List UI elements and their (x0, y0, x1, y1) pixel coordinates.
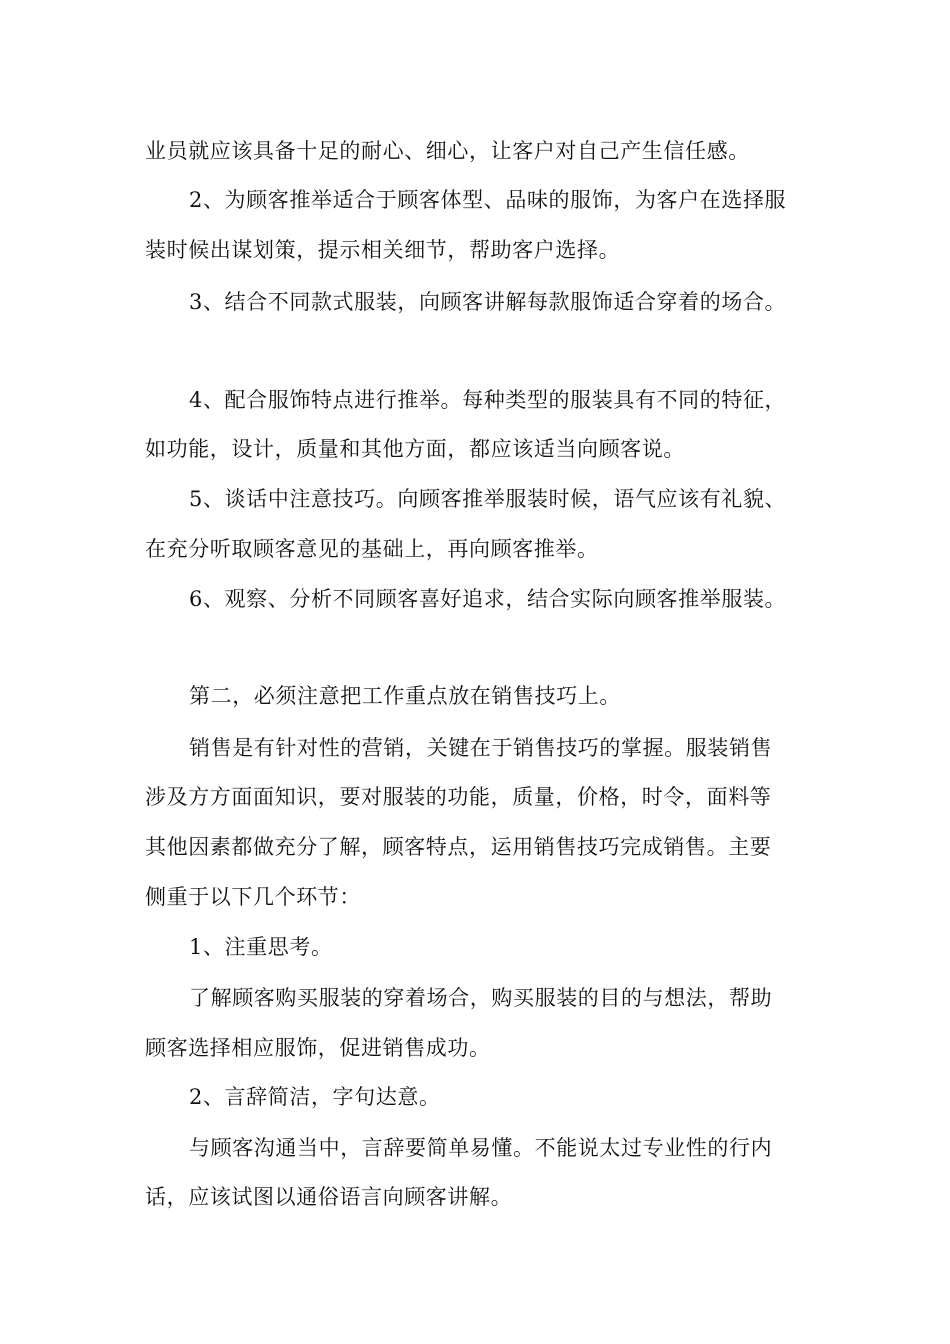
text-line-17: 顾客选择相应服饰，促进销售成功。 (145, 1036, 491, 1060)
text-line-4: 3、结合不同款式服装，向顾客讲解每款服饰适合穿着的场合。 (189, 290, 787, 314)
text-line-19: 与顾客沟通当中，言辞要简单易懂。不能说太过专业性的行内 (189, 1136, 773, 1160)
text-line-12: 涉及方方面面知识，要对服装的功能，质量，价格，时令，面料等 (145, 785, 772, 809)
text-line-16: 了解顾客购买服装的穿着场合，购买服装的目的与想法，帮助 (189, 986, 773, 1010)
text-line-13: 其他因素都做充分了解，顾客特点，运用销售技巧完成销售。主要 (145, 835, 772, 859)
text-line-9: 6、观察、分析不同顾客喜好追求，结合实际向顾客推举服装。 (189, 587, 787, 611)
text-line-18: 2、言辞简洁，字句达意。 (189, 1085, 441, 1109)
text-line-10: 第二，必须注意把工作重点放在销售技巧上。 (189, 684, 621, 708)
text-line-11: 销售是有针对性的营销，关键在于销售技巧的掌握。服装销售 (189, 736, 773, 760)
text-line-7: 5、谈话中注意技巧。向顾客推举服装时候，语气应该有礼貌、 (189, 487, 787, 511)
text-line-14: 侧重于以下几个环节： (145, 885, 361, 909)
text-line-1: 业员就应该具备十足的耐心、细心，让客户对自己产生信任感。 (145, 139, 750, 163)
text-line-3: 装时候出谋划策，提示相关细节，帮助客户选择。 (145, 238, 621, 262)
text-line-8: 在充分听取顾客意见的基础上，再向顾客推举。 (145, 537, 599, 561)
text-line-2: 2、为顾客推举适合于顾客体型、品味的服饰，为客户在选择服 (189, 188, 787, 212)
text-line-5: 4、配合服饰特点进行推举。每种类型的服装具有不同的特征， (189, 388, 787, 412)
text-line-20: 话，应该试图以通俗语言向顾客讲解。 (145, 1185, 513, 1209)
text-line-6: 如功能，设计，质量和其他方面，都应该适当向顾客说。 (145, 437, 685, 461)
text-line-15: 1、注重思考。 (189, 935, 333, 959)
